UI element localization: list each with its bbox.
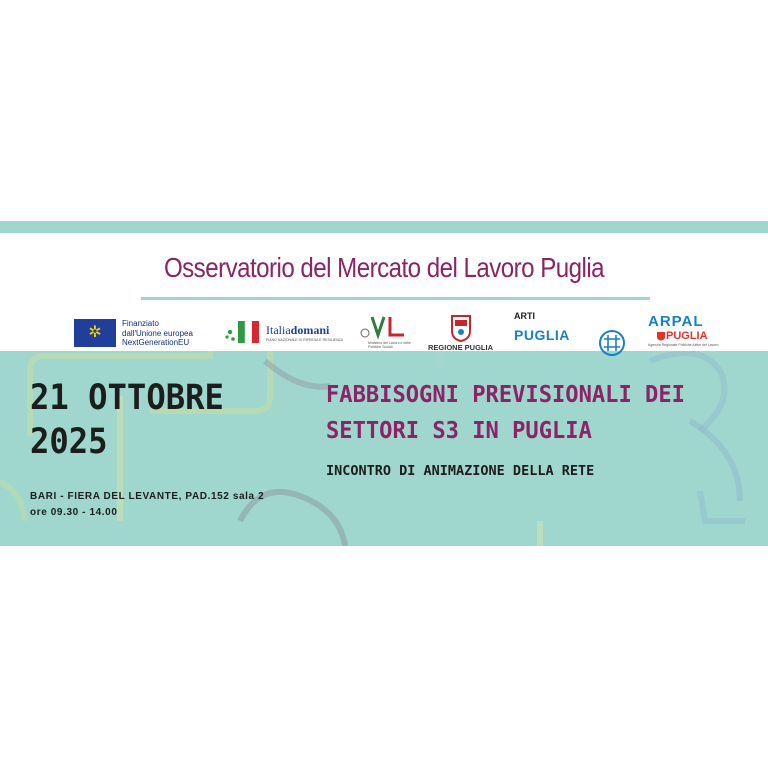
observatory-title: Osservatorio del Mercato del Lavoro Puglia [163,252,605,283]
ministero-logo [360,313,416,349]
event-date-day-month: 21 OTTOBRE [30,378,224,418]
event-time: ore 09.30 - 14.00 [30,507,118,518]
ministero-emblem-icon [360,313,408,341]
eu-line-2: dall'Unione europea [122,328,193,338]
arpal-logo [648,313,718,347]
italiadomani-logo [224,317,343,347]
event-venue [30,489,264,521]
event-date [30,376,224,464]
arti-line-2: PUGLIA [514,327,570,343]
title-divider [141,297,650,300]
eu-line-1: Finanziato [122,319,159,328]
event-banner [0,221,768,546]
ministero-caption: Ministero del Lavoro e delle Politiche Sociali [368,341,411,349]
arpal-line-2: PUGLIA [666,330,708,342]
regione-puglia-logo [428,313,493,352]
regione-caption: REGIONE PUGLIA [428,343,494,352]
event-date-year: 2025 [30,422,108,462]
arpal-line-1: ARPAL [648,313,704,330]
arti-line-1: ARTI [514,311,535,321]
italiadomani-name-b: domani [290,322,330,337]
network-emblem-icon [598,329,626,357]
event-subtitle: INCONTRO DI ANIMAZIONE DELLA RETE [326,463,595,479]
italiadomani-caption: PIANO NAZIONALE DI RIPRESA E RESILIENZA [266,337,344,342]
event-title-line-2: SETTORI S3 IN PUGLIA [326,418,592,444]
eu-logo [74,319,193,348]
italia-flag-icon [224,317,264,347]
eu-caption [122,319,193,348]
network-logo [598,329,626,357]
italiadomani-name [266,323,343,338]
arti-logo [514,311,570,343]
logo-panel [0,233,768,351]
event-title [326,377,685,449]
arpal-caption: Agenzia Regionale Politiche Attive del Lavoro [648,343,719,347]
event-location: BARI - FIERA DEL LEVANTE, PAD.152 sala 2 [30,491,265,502]
italiadomani-name-a: Italia [266,322,291,337]
eu-line-3: NextGenerationEU [122,338,190,347]
eu-flag-icon: ✲ [74,319,116,347]
arpal-shield-icon [656,331,666,341]
regione-shield-icon [449,313,473,343]
event-title-line-1: FABBISOGNI PREVISIONALI DEI [326,382,685,408]
